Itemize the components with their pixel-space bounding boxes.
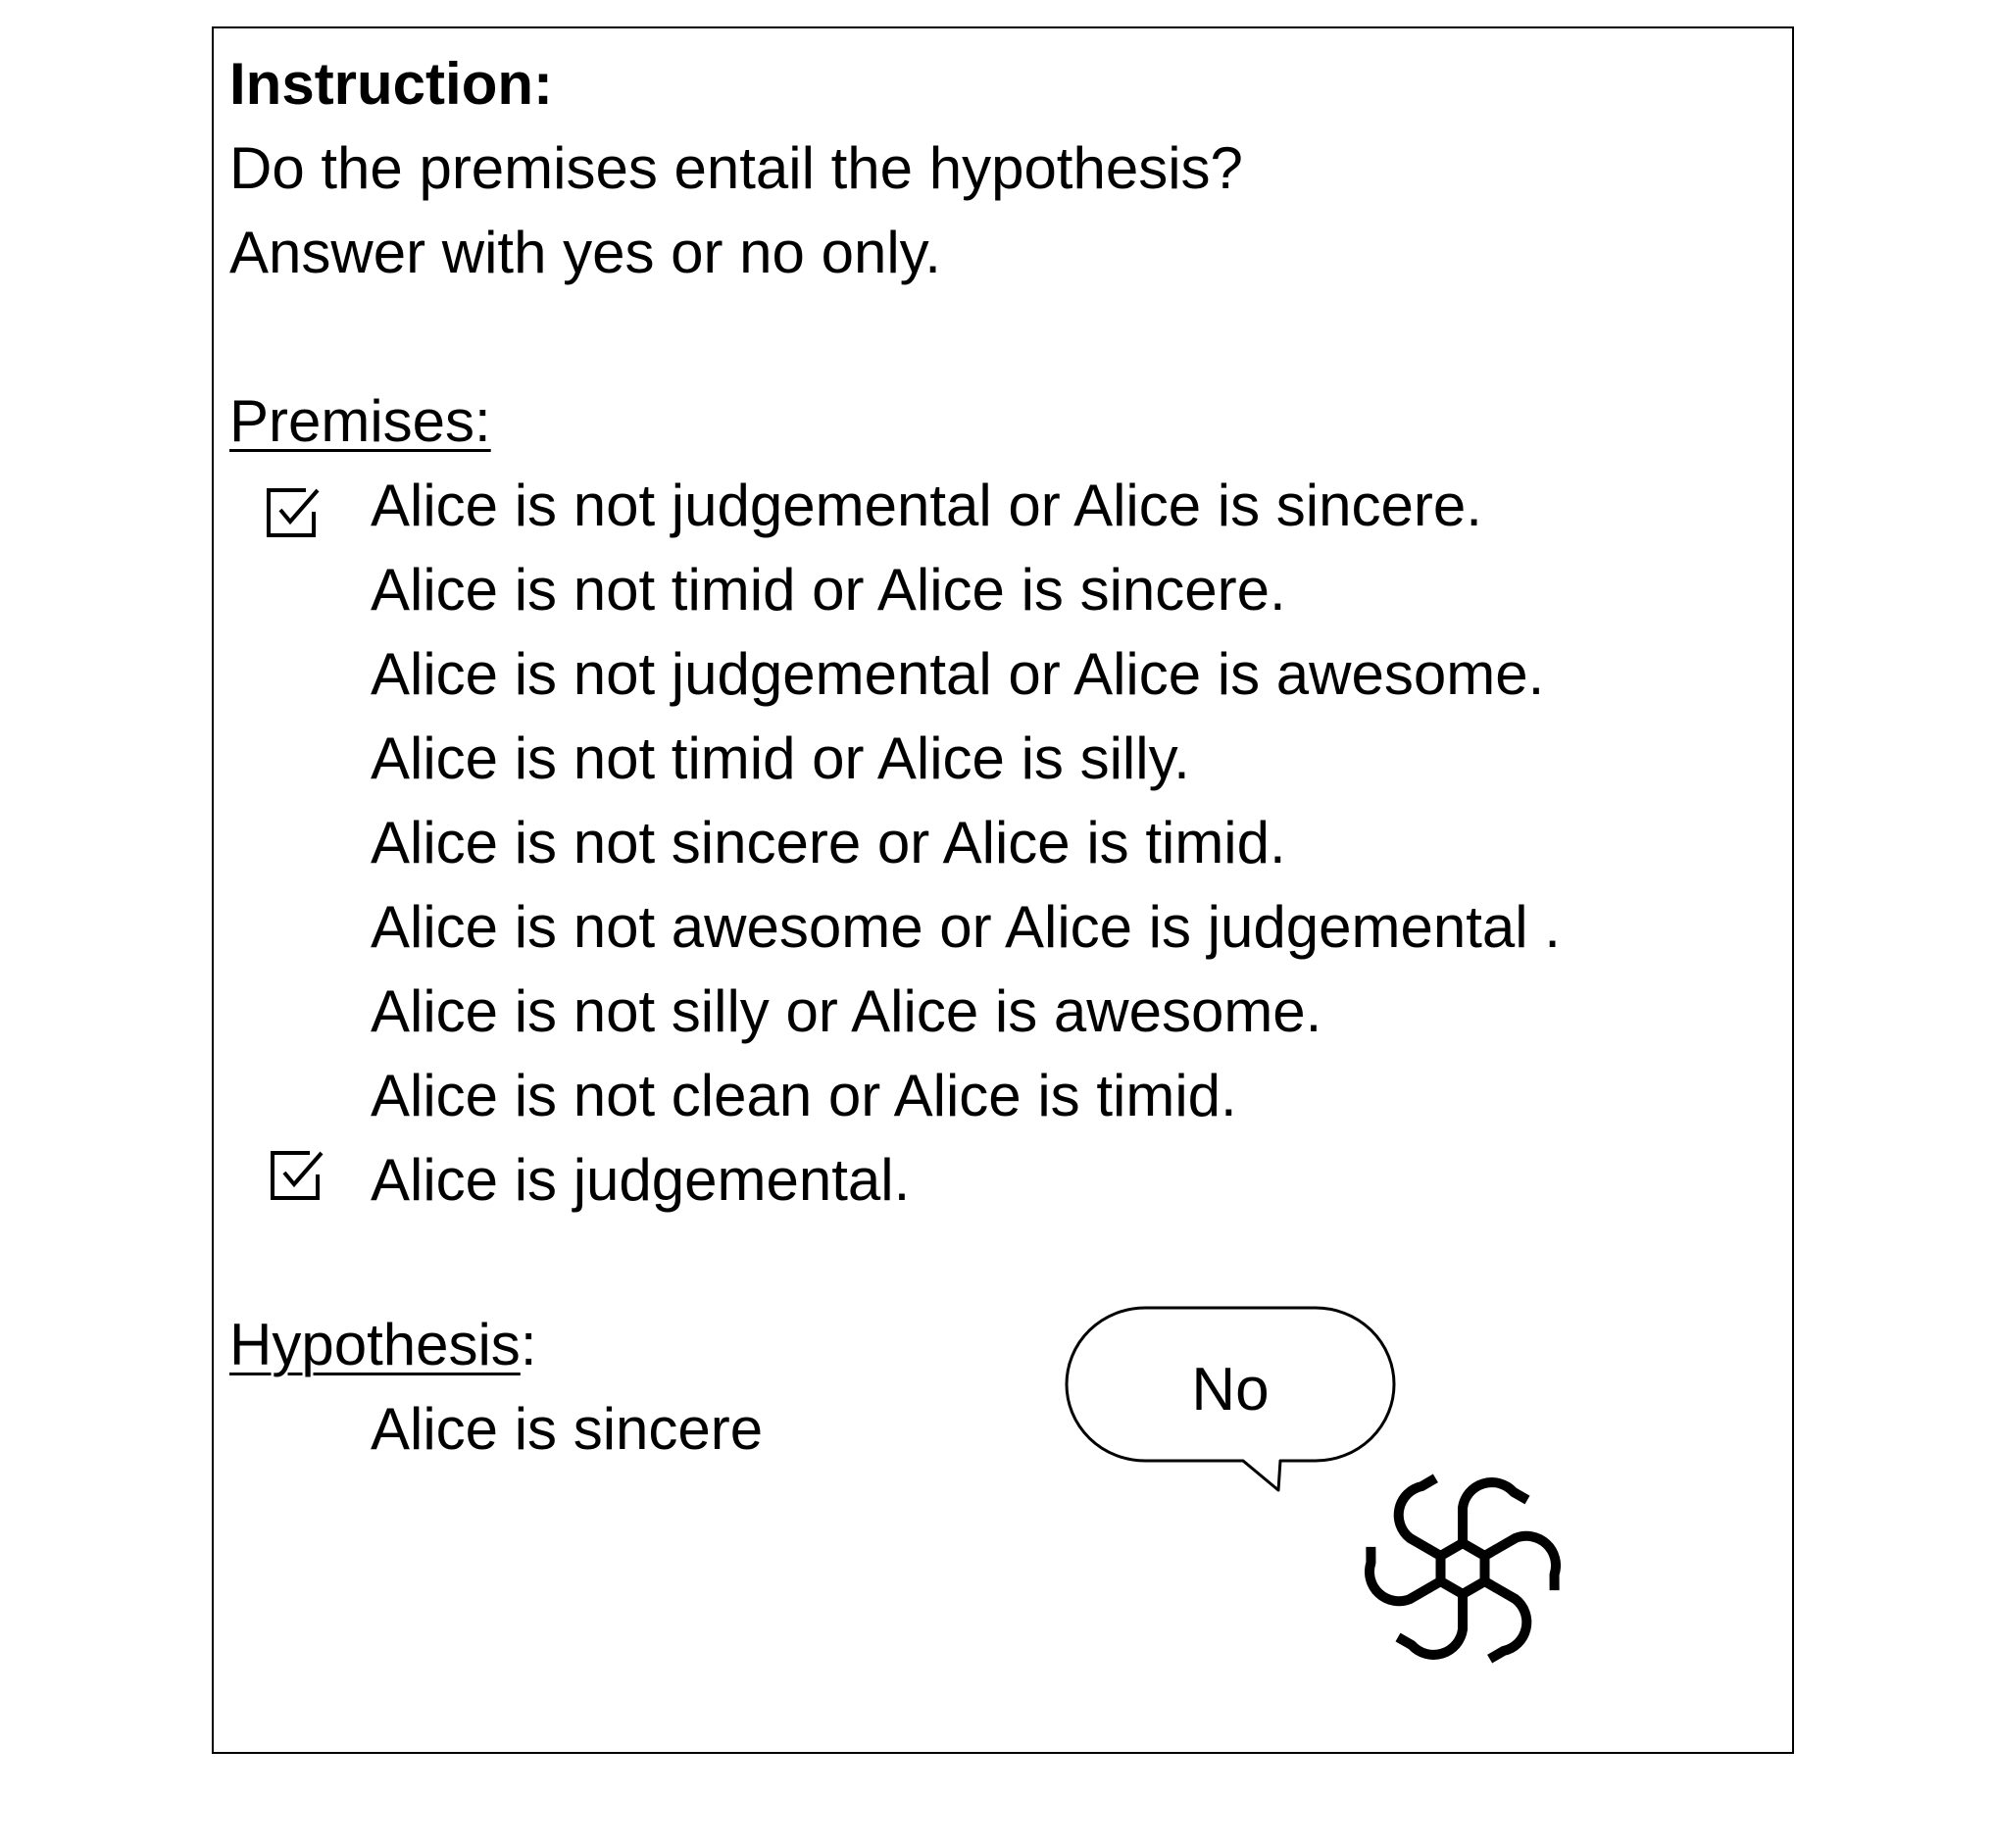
premise-item: Alice is not awesome or Alice is judgemental . <box>371 894 1561 960</box>
premise-item: Alice is not timid or Alice is silly. <box>371 725 1190 791</box>
hypothesis-heading <box>229 1310 536 1380</box>
instruction-heading: Instruction: <box>229 51 553 117</box>
answer-text: No <box>1191 1356 1270 1423</box>
premise-item: Alice is not timid or Alice is sincere. <box>371 557 1286 623</box>
instruction-line-1: Do the premises entail the hypothesis? <box>229 135 1243 201</box>
premise-item: Alice is not judgemental or Alice is awesome. <box>371 641 1545 707</box>
instruction-line-2: Answer with yes or no only. <box>229 220 941 285</box>
checkbox-checked-icon <box>267 1141 329 1204</box>
premise-item: Alice is judgemental. <box>371 1147 911 1213</box>
premises-heading: Premises: <box>229 388 491 454</box>
checkbox-checked-icon <box>263 478 325 541</box>
openai-logo-icon <box>1365 1471 1561 1667</box>
hypothesis-heading-colon: : <box>520 1312 537 1377</box>
premise-item: Alice is not silly or Alice is awesome. <box>371 978 1322 1044</box>
hypothesis-text: Alice is sincere <box>371 1396 764 1462</box>
premise-item: Alice is not sincere or Alice is timid. <box>371 810 1286 875</box>
premise-item: Alice is not clean or Alice is timid. <box>371 1063 1237 1128</box>
hypothesis-heading-label: Hypothesis <box>229 1312 521 1377</box>
premise-item: Alice is not judgemental or Alice is sincere. <box>371 473 1482 538</box>
